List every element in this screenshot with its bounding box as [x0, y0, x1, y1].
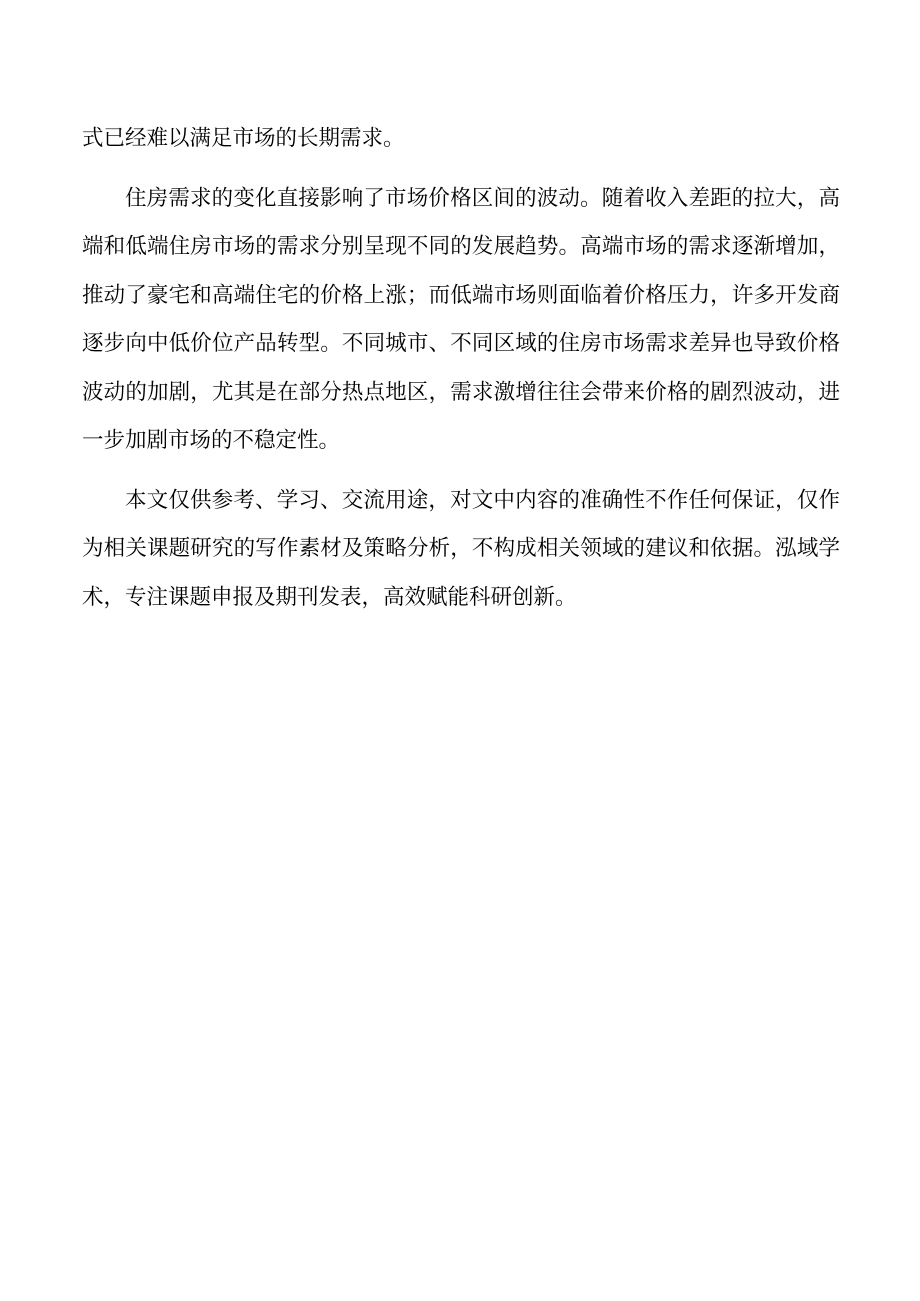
- paragraph-disclaimer: 本文仅供参考、学习、交流用途，对文中内容的准确性不作任何保证，仅作为相关课题研究的写作素材及策略分析，不构成相关领域的建议和依据。泓域学术，专注课题申报及期刊发表，高效赋能科研创新。: [82, 487, 840, 610]
- paragraph-continuation: 式已经难以满足市场的长期需求。: [82, 126, 405, 151]
- document-page: [82, 115, 840, 633]
- paragraph-housing-demand: 住房需求的变化直接影响了市场价格区间的波动。随着收入差距的拉大，高端和低端住房市场的需求分别呈现不同的发展趋势。高端市场的需求逐渐增加，推动了豪宅和高端住宅的价格上涨；而低端市场则面临着价格压力，许多开发商逐步向中低价位产品转型。不同城市、不同区域的住房市场需求差异也导致价格波动的加剧，尤其是在部分热点地区，需求激增往往会带来价格的剧烈波动，进一步加剧市场的不稳定性。: [82, 185, 840, 453]
